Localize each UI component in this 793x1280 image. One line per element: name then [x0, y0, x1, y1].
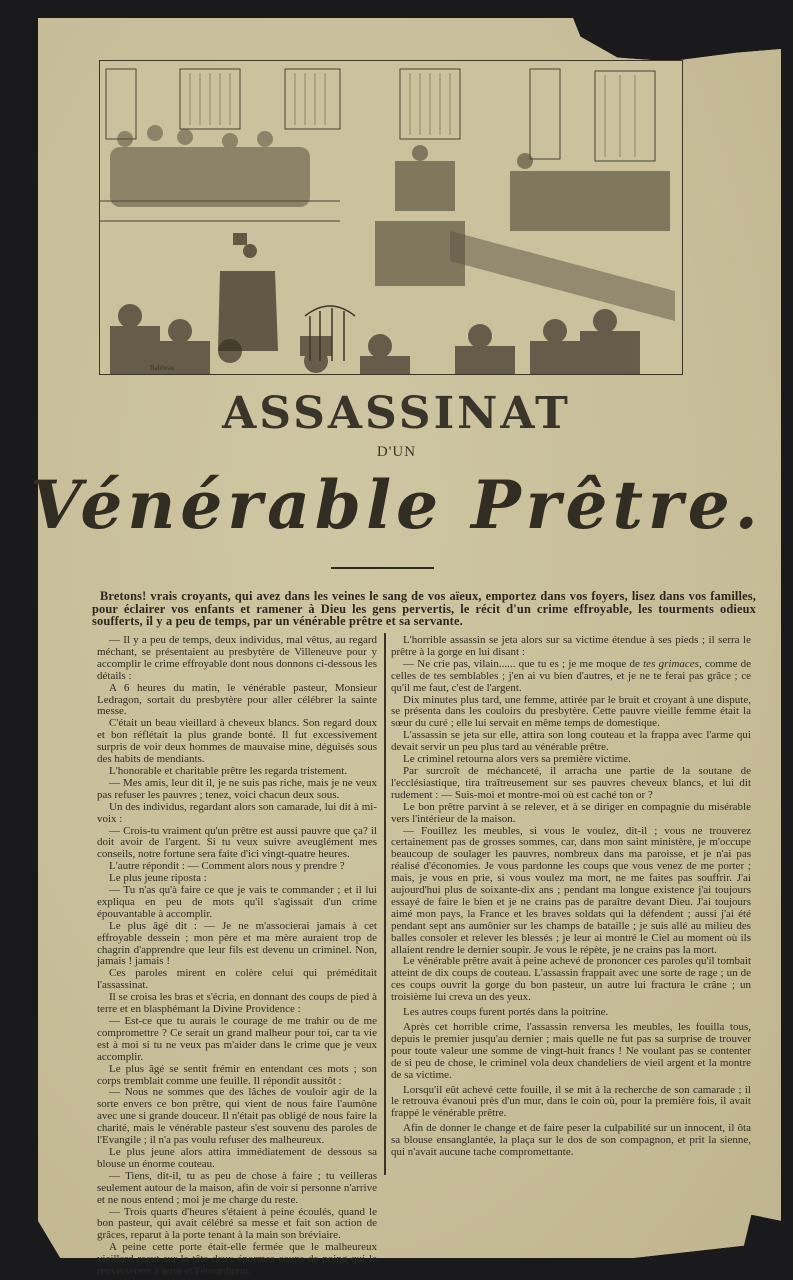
paragraph: Le bon prêtre parvint à se relever, et à se diriger en compagnie du misérable vers l'intérieur de la maison.	[391, 800, 751, 825]
paragraph: — Trois quarts d'heures s'étaient à peine écoulés, quand le bon pasteur, qui avait célébré sa messe et fait son action de grâces, reparut à la porte tenant à la main son bréviaire.	[97, 1205, 377, 1242]
paragraph: A 6 heures du matin, le vénérable pasteur, Monsieur Ledragon, sortait du presbytère pour aller célébrer la sainte messe.	[97, 681, 377, 718]
courtroom-engraving-icon	[100, 61, 682, 374]
subheadline: Vénérable Prêtre.	[30, 466, 763, 544]
paragraph: Après cet horrible crime, l'assassin renversa les meubles, les fouilla tous, depuis le premier jusqu'au dernier ; mais quelle ne fut pas sa surprise de trouver pour toute valeur une somme de vingt-huit francs ! Ne voulant pas se contenter de si peu de chose, le criminel vola deux chandeliers de vieil argent et la montre de sa victime.	[391, 1021, 751, 1081]
paragraph: — Fouillez les meubles, si vous le voulez, dit-il ; vous ne trouverez certainement pas de grosses sommes, car, dans mon saint ministère, je m'occupe beaucoup de soulager les pauvres, nombreux dans ma paroisse, et je n'ai pas réalisé d'économies. Je vous pardonne les coups que vous venez de me porter ; mais, je vous en prie, si vous voulez ma mort, ne me faites pas souffrir. J'ai aujourd'hui plus de soixante-dix ans ; pendant ma longue existence j'ai toujours essayé de faire le bien et je ne crains pas de paraître devant Dieu. J'ai toujours aimé mon pays, la France et les braves soldats qui la défendent ; aussi j'ai été pendant sept ans aumônier sur les champs de bataille ; je suis allé au milieu des balles consoler et relever les blessés ; je leur ai montré le Ciel au moment où ils allaient rendre le dernier soupir. Je vous le répète, je ne crains pas la mort.	[391, 824, 751, 956]
paragraph: — Tiens, dit-il, tu as peu de chose à faire ; tu veilleras seulement autour de la maison, afin de voir si personne n'arrive et ne nous entend ; moi je me charge du reste.	[97, 1169, 377, 1206]
paragraph: Les autres coups furent portés dans la poitrine.	[403, 1006, 609, 1019]
paragraph: — Crois-tu vraiment qu'un prêtre est aussi pauvre que ça? il doit avoir de l'argent. Si tu veux suivre aveuglément mes conseils, notre fortune sera faite d'ici vingt-quatre heures.	[97, 824, 377, 861]
paragraph: Dix minutes plus tard, une femme, attirée par le bruit et croyant à une dispute, se présenta dans les couloirs du presbytère. Cette pauvre vieille femme était la sœur du curé ; elle lui servait en même temps de domestique.	[391, 693, 751, 730]
paragraph: — Il y a peu de temps, deux individus, mal vêtus, au regard méchant, se présentaient au presbytère de Villeneuve pour y accomplir le crime effroyable dont nous donnons ci-dessous les détails :	[97, 634, 377, 682]
right-column	[391, 635, 751, 1159]
column-divider	[384, 633, 386, 1175]
paragraph: — Est-ce que tu aurais le courage de me trahir ou de me compromettre ? Ce serait un grand malheur pour toi, car ta vie est à moi si tu ne veux pas m'aider dans le crime que je veux accomplir.	[97, 1015, 377, 1063]
paragraph: Le plus âgé dit : — Je ne m'associerai jamais à cet effroyable dessein ; mon père et ma mère auraient trop de chagrin d'apprendre que leur fils est devenu un criminel. Non, jamais ! jamais !	[97, 919, 377, 968]
svg-text:Rabbeau: Rabbeau	[150, 364, 175, 372]
title-divider	[331, 567, 434, 569]
paragraph: L'assassin se jeta sur elle, attira son long couteau et la frappa avec l'arme qui devait servir un peu plus tard au vénérable prêtre.	[391, 729, 751, 754]
headline-connector: D'UN	[376, 444, 417, 460]
paragraph: Le vénérable prêtre avait à peine achevé de prononcer ces paroles qu'il tombait atteint de dix coups de couteau. L'assassin frappait avec une sorte de rage ; un de ces coups ouvrit la gorge du bon pasteur, un autre lui fractura le crâne ; un troisième lui creva un des yeux.	[391, 955, 751, 1004]
intro-paragraph: Bretons! vrais croyants, qui avez dans les veines le sang de vos aïeux, emportez dans vos foyers, lisez dans vos familles, pour éclairer vos enfants et ramener à Dieu les gens pervertis, le récit d'un crime effroyable, les tourments odieux soufferts, il y a peu de temps, par un vénérable prêtre et sa servante.	[92, 589, 756, 629]
paragraph: Un des individus, regardant alors son camarade, lui dit à mi-voix :	[97, 800, 377, 825]
paragraph: Le plus jeune alors attira immédiatement de dessous sa blouse un énorme couteau.	[97, 1145, 377, 1170]
paragraph: — Mes amis, leur dit il, je ne suis pas riche, mais je ne veux pas refuser les pauvres ; tenez, voici chacun deux sous.	[97, 776, 377, 801]
headline: ASSASSINAT	[222, 388, 571, 439]
paragraph: L'horrible assassin se jeta alors sur sa victime étendue à ses pieds ; il serra le prêtre à la gorge en lui disant :	[391, 634, 751, 658]
paragraph: Lorsqu'il eût achevé cette fouille, il se mit à la recherche de son camarade ; il le retrouva évanoui près d'un mur, dans le coin où, pour la première fois, il avait frappé le vénérable prêtre.	[391, 1083, 751, 1120]
paragraph: — Ne crie pas, vilain...... que tu es ; je me moque de tes grimaces, comme de celles de tes semblables ; j'en ai vu bien d'autres, et je ne te ferai pas grâce ; ce qu'il me faut, c'est de l'argent.	[391, 657, 751, 694]
paragraph: A peine cette porte était-elle fermée que le malheureux vieillard reçut sur la tête deux énormes coups de poing qui le renversèrent à terre et l'étourdirent.	[97, 1241, 377, 1278]
left-column	[97, 635, 377, 1278]
paragraph: L'honorable et charitable prêtre les regarda tristement.	[109, 764, 348, 777]
paragraph: Le criminel retourna alors vers sa première victime.	[403, 753, 631, 766]
courtroom-illustration	[99, 60, 683, 375]
paragraph: Par surcroît de méchanceté, il arracha une partie de la soutane de l'ecclésiastique, tira traîtreusement sur ses pauvres cheveux blancs, et lui dit rudement : — Suis-moi et montre-moi où est caché ton or ?	[391, 764, 751, 801]
paragraph: Il se croisa les bras et s'écria, en donnant des coups de pied à terre et en blasphémant la Divine Providence :	[97, 991, 377, 1016]
paragraph: Ces paroles mirent en colère celui qui préméditait l'assassinat.	[97, 967, 377, 992]
paragraph: Afin de donner le change et de faire peser la culpabilité sur un innocent, il ôta sa blouse ensanglantée, la plaça sur le dos de son compagnon, et prit la sienne, qui n'avait aucune tache compromettante.	[391, 1122, 751, 1159]
emphasis: tes grimaces	[643, 657, 699, 670]
paragraph: Le plus âgé se sentit frémir en entendant ces mots ; son corps tremblait comme une feuille. Il répondit aussitôt :	[97, 1062, 377, 1087]
paragraph: Le plus jeune riposta :	[109, 872, 207, 885]
paragraph: — Nous ne sommes que des lâches de vouloir agir de la sorte envers ce bon prêtre, qui vient de nous faire l'aumône avec une si grande douceur. Il n'était pas obligé de nous faire la charité, mais le vénérable pasteur s'est souvenu des paroles de l'Evangile ; il n'a pas voulu refuser des malheureux.	[97, 1086, 377, 1147]
paragraph: — Tu n'as qu'à faire ce que je vais te commander ; et il lui expliqua en peu de mots qu'il s'agissait d'un crime épouvantable à accomplir.	[97, 884, 377, 920]
paragraph: L'autre répondit : — Comment alors nous y prendre ?	[109, 860, 345, 873]
paragraph: C'était un beau vieillard à cheveux blancs. Son regard doux et bon réflétait la plus grande bonté. Il fut excessivement surpris de voir deux hommes de mauvaise mine, déguisés sous des habits de mendiants.	[97, 717, 377, 766]
